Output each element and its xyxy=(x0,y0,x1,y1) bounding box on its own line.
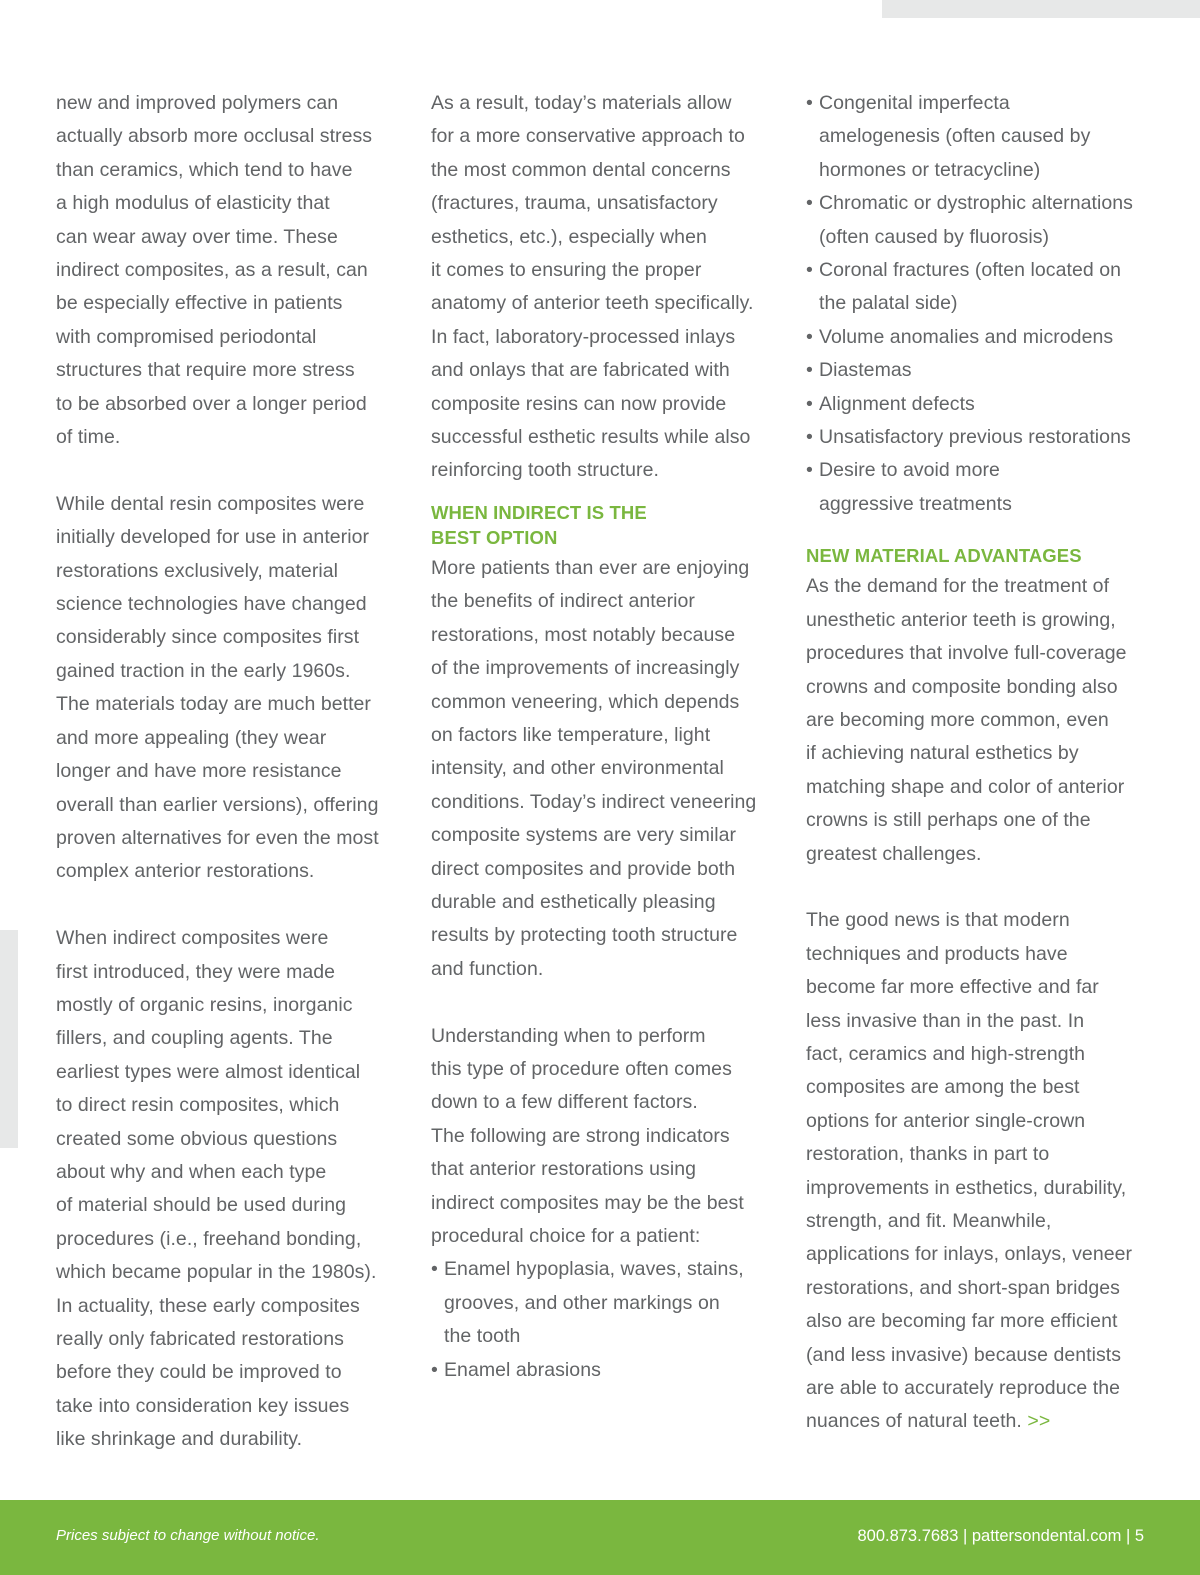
text-line: initially developed for use in anterior xyxy=(56,526,370,549)
text-line: before they could be improved to xyxy=(56,1361,342,1384)
text-line: it comes to ensuring the proper xyxy=(431,259,702,282)
text-line: Understanding when to perform xyxy=(431,1024,706,1047)
heading-line: WHEN INDIRECT IS THE xyxy=(431,501,647,523)
text-line: strength, and fit. Meanwhile, xyxy=(806,1209,1052,1232)
text-line: become far more effective and far xyxy=(806,976,1099,999)
text-line: As a result, today’s materials allow xyxy=(431,92,732,114)
text-line: results by protecting tooth structure xyxy=(431,924,738,947)
text-line: are able to accurately reproduce the xyxy=(806,1377,1120,1400)
text-line: intensity, and other environmental xyxy=(431,757,724,780)
text-line: for a more conservative approach to xyxy=(431,125,745,148)
text-line: mostly of organic resins, inorganic xyxy=(56,993,353,1016)
text-line: reinforcing tooth structure. xyxy=(431,459,659,482)
text-line: longer and have more resistance xyxy=(56,760,342,783)
list-item xyxy=(806,421,1156,454)
last-line-text: nuances of natural teeth. xyxy=(806,1410,1022,1433)
text-line: applications for inlays, onlays, veneer xyxy=(806,1243,1133,1266)
text-line: of the improvements of increasingly xyxy=(431,657,740,680)
text-line: the palatal side) xyxy=(819,292,958,315)
paragraph xyxy=(806,570,1156,871)
text-line: • Congenital imperfecta xyxy=(819,92,1010,114)
text-column-2 xyxy=(431,87,776,1387)
text-line: composite systems are very similar xyxy=(431,824,737,847)
top-corner-tab xyxy=(882,0,1200,18)
text-line: really only fabricated restorations xyxy=(56,1328,344,1350)
text-line: techniques and products have xyxy=(806,942,1068,965)
text-line: matching shape and color of anterior xyxy=(806,775,1125,798)
text-line: options for anterior single-crown xyxy=(806,1109,1086,1132)
paragraph xyxy=(56,488,401,889)
paragraph-gap xyxy=(56,454,401,487)
text-line: While dental resin composites were xyxy=(56,492,365,515)
text-line: like shrinkage and durability. xyxy=(56,1428,303,1451)
text-line: crowns and composite bonding also xyxy=(806,675,1118,698)
text-line: with compromised periodontal xyxy=(56,325,317,348)
text-line: overall than earlier versions), offering xyxy=(56,793,379,816)
text-line: The materials today are much better xyxy=(56,693,371,716)
contact-and-page-number: 800.873.7683 | pattersondental.com | 5 xyxy=(857,1527,1144,1545)
text-line: direct composites and provide both xyxy=(431,857,736,880)
text-line: restorations, most notably because xyxy=(431,623,736,646)
text-line: restorations, and short-span bridges xyxy=(806,1276,1120,1299)
paragraph xyxy=(806,904,1156,1439)
text-line: durable and esthetically pleasing xyxy=(431,890,716,913)
text-line: indirect composites may be the best xyxy=(431,1191,744,1214)
text-line: The following are strong indicators xyxy=(431,1124,730,1147)
list-item xyxy=(806,321,1156,354)
text-line: (and less invasive) because dentists xyxy=(806,1343,1122,1366)
paragraph xyxy=(56,87,401,454)
text-line: the most common dental concerns xyxy=(431,158,731,181)
text-line: As the demand for the treatment of xyxy=(806,575,1110,598)
text-line: • Unsatisfactory previous restorations xyxy=(819,426,1131,449)
text-line: restoration, thanks in part to xyxy=(806,1143,1050,1166)
text-line: In fact, laboratory-processed inlays xyxy=(431,325,736,348)
text-line: procedural choice for a patient: xyxy=(431,1224,701,1247)
text-line: earliest types were almost identical xyxy=(56,1060,361,1083)
text-line: be especially effective in patients xyxy=(56,292,343,315)
list-item xyxy=(806,388,1156,421)
text-line: crowns is still perhaps one of the xyxy=(806,809,1091,832)
paragraph xyxy=(431,87,776,488)
text-line: and more appealing (they wear xyxy=(56,726,327,749)
text-line: In actuality, these early composites xyxy=(56,1294,360,1317)
text-line: actually absorb more occlusal stress xyxy=(56,125,373,148)
text-line: about why and when each type xyxy=(56,1160,327,1183)
list-item xyxy=(431,1253,776,1353)
section-heading-indirect xyxy=(431,500,776,550)
text-line: to direct resin composites, which xyxy=(56,1094,340,1117)
list-item xyxy=(431,1354,776,1387)
text-line: successful esthetic results while also xyxy=(431,426,751,449)
text-line: new and improved polymers can xyxy=(56,92,339,114)
text-line: common veneering, which depends xyxy=(431,690,740,713)
text-line: a high modulus of elasticity that xyxy=(56,192,330,215)
list-item xyxy=(806,454,1156,521)
text-line: unesthetic anterior teeth is growing, xyxy=(806,608,1116,631)
text-column-1 xyxy=(56,87,401,1457)
paragraph-gap xyxy=(431,986,776,1019)
text-line: • Enamel hypoplasia, waves, stains, xyxy=(444,1258,744,1281)
text-line: amelogenesis (often caused by xyxy=(819,125,1091,148)
list-item xyxy=(806,254,1156,321)
text-line: and function. xyxy=(431,957,544,980)
text-line: grooves, and other markings on xyxy=(444,1291,720,1314)
text-line: on factors like temperature, light xyxy=(431,723,711,746)
text-line: the benefits of indirect anterior xyxy=(431,590,695,613)
side-edge-tab xyxy=(0,930,18,1148)
pricing-disclaimer: Prices subject to change without notice. xyxy=(56,1527,320,1544)
text-line: structures that require more stress xyxy=(56,359,355,382)
text-line: less invasive than in the past. In xyxy=(806,1009,1085,1032)
text-line: • Enamel abrasions xyxy=(444,1358,601,1381)
text-line: (often caused by fluorosis) xyxy=(819,225,1050,248)
list-item xyxy=(806,354,1156,387)
section-heading-advantages xyxy=(806,543,1156,568)
text-line: science technologies have changed xyxy=(56,593,367,616)
paragraph xyxy=(56,922,401,1457)
text-line: that anterior restorations using xyxy=(431,1158,696,1181)
text-line: fact, ceramics and high-strength xyxy=(806,1042,1086,1065)
text-line: are becoming more common, even xyxy=(806,708,1109,731)
text-line: procedures (i.e., freehand bonding, xyxy=(56,1227,362,1250)
text-line: esthetics, etc.), especially when xyxy=(431,225,707,248)
text-line: greatest challenges. xyxy=(806,842,982,865)
text-line: which became popular in the 1980s). xyxy=(56,1261,377,1284)
text-line: also are becoming far more efficient xyxy=(806,1310,1118,1333)
text-line: conditions. Today’s indirect veneering xyxy=(431,790,757,813)
text-line: fillers, and coupling agents. The xyxy=(56,1027,333,1050)
bullet-list xyxy=(431,1253,776,1387)
text-line: improvements in esthetics, durability, xyxy=(806,1176,1127,1199)
list-item xyxy=(806,187,1156,254)
text-line: gained traction in the early 1960s. xyxy=(56,659,351,682)
text-line: hormones or tetracycline) xyxy=(819,158,1041,181)
text-line: first introduced, they were made xyxy=(56,960,336,983)
text-line: the tooth xyxy=(444,1325,521,1348)
text-line: • Chromatic or dystrophic alternations xyxy=(819,192,1133,215)
text-line: When indirect composites were xyxy=(56,927,329,950)
text-line: complex anterior restorations. xyxy=(56,860,315,883)
text-line: proven alternatives for even the most xyxy=(56,826,379,849)
text-line: (fractures, trauma, unsatisfactory xyxy=(431,192,718,215)
text-line: this type of procedure often comes xyxy=(431,1057,732,1080)
text-line: can wear away over time. These xyxy=(56,225,338,248)
text-line: restorations exclusively, material xyxy=(56,559,339,582)
text-line: of time. xyxy=(56,426,121,449)
text-line: The good news is that modern xyxy=(806,909,1070,932)
list-item xyxy=(806,87,1156,187)
heading-line: NEW MATERIAL ADVANTAGES xyxy=(806,545,1082,567)
text-line: • Diastemas xyxy=(819,359,912,382)
paragraph-gap xyxy=(806,871,1156,904)
text-line: take into consideration key issues xyxy=(56,1394,350,1417)
text-line: • Desire to avoid more xyxy=(819,459,1000,482)
text-column-3 xyxy=(806,87,1156,1439)
text-line: of material should be used during xyxy=(56,1194,346,1217)
paragraph xyxy=(431,1020,776,1254)
text-line: composites are among the best xyxy=(806,1076,1080,1099)
text-line: considerably since composites first xyxy=(56,626,360,649)
footer-bar xyxy=(0,1500,1200,1575)
text-line: indirect composites, as a result, can xyxy=(56,259,368,282)
text-line: anatomy of anterior teeth specifically. xyxy=(431,292,754,315)
text-line: to be absorbed over a longer period xyxy=(56,392,367,415)
text-line: • Coronal fractures (often located on xyxy=(819,259,1122,282)
continue-marker[interactable]: >> xyxy=(1027,1410,1051,1433)
paragraph-gap xyxy=(56,889,401,922)
text-line: created some obvious questions xyxy=(56,1127,338,1150)
text-line: composite resins can now provide xyxy=(431,392,727,415)
paragraph xyxy=(431,552,776,986)
text-line-last xyxy=(806,1405,1156,1438)
text-line: • Volume anomalies and microdens xyxy=(819,325,1114,348)
text-line: down to a few different factors. xyxy=(431,1091,698,1114)
text-line: aggressive treatments xyxy=(819,492,1012,515)
text-line: if achieving natural esthetics by xyxy=(806,742,1079,765)
bullet-list xyxy=(806,87,1156,521)
heading-line: BEST OPTION xyxy=(431,526,558,548)
text-line: • Alignment defects xyxy=(819,392,975,415)
text-line: and onlays that are fabricated with xyxy=(431,359,730,382)
text-line: More patients than ever are enjoying xyxy=(431,556,750,579)
text-line: procedures that involve full-coverage xyxy=(806,642,1127,665)
text-line: than ceramics, which tend to have xyxy=(56,158,353,181)
